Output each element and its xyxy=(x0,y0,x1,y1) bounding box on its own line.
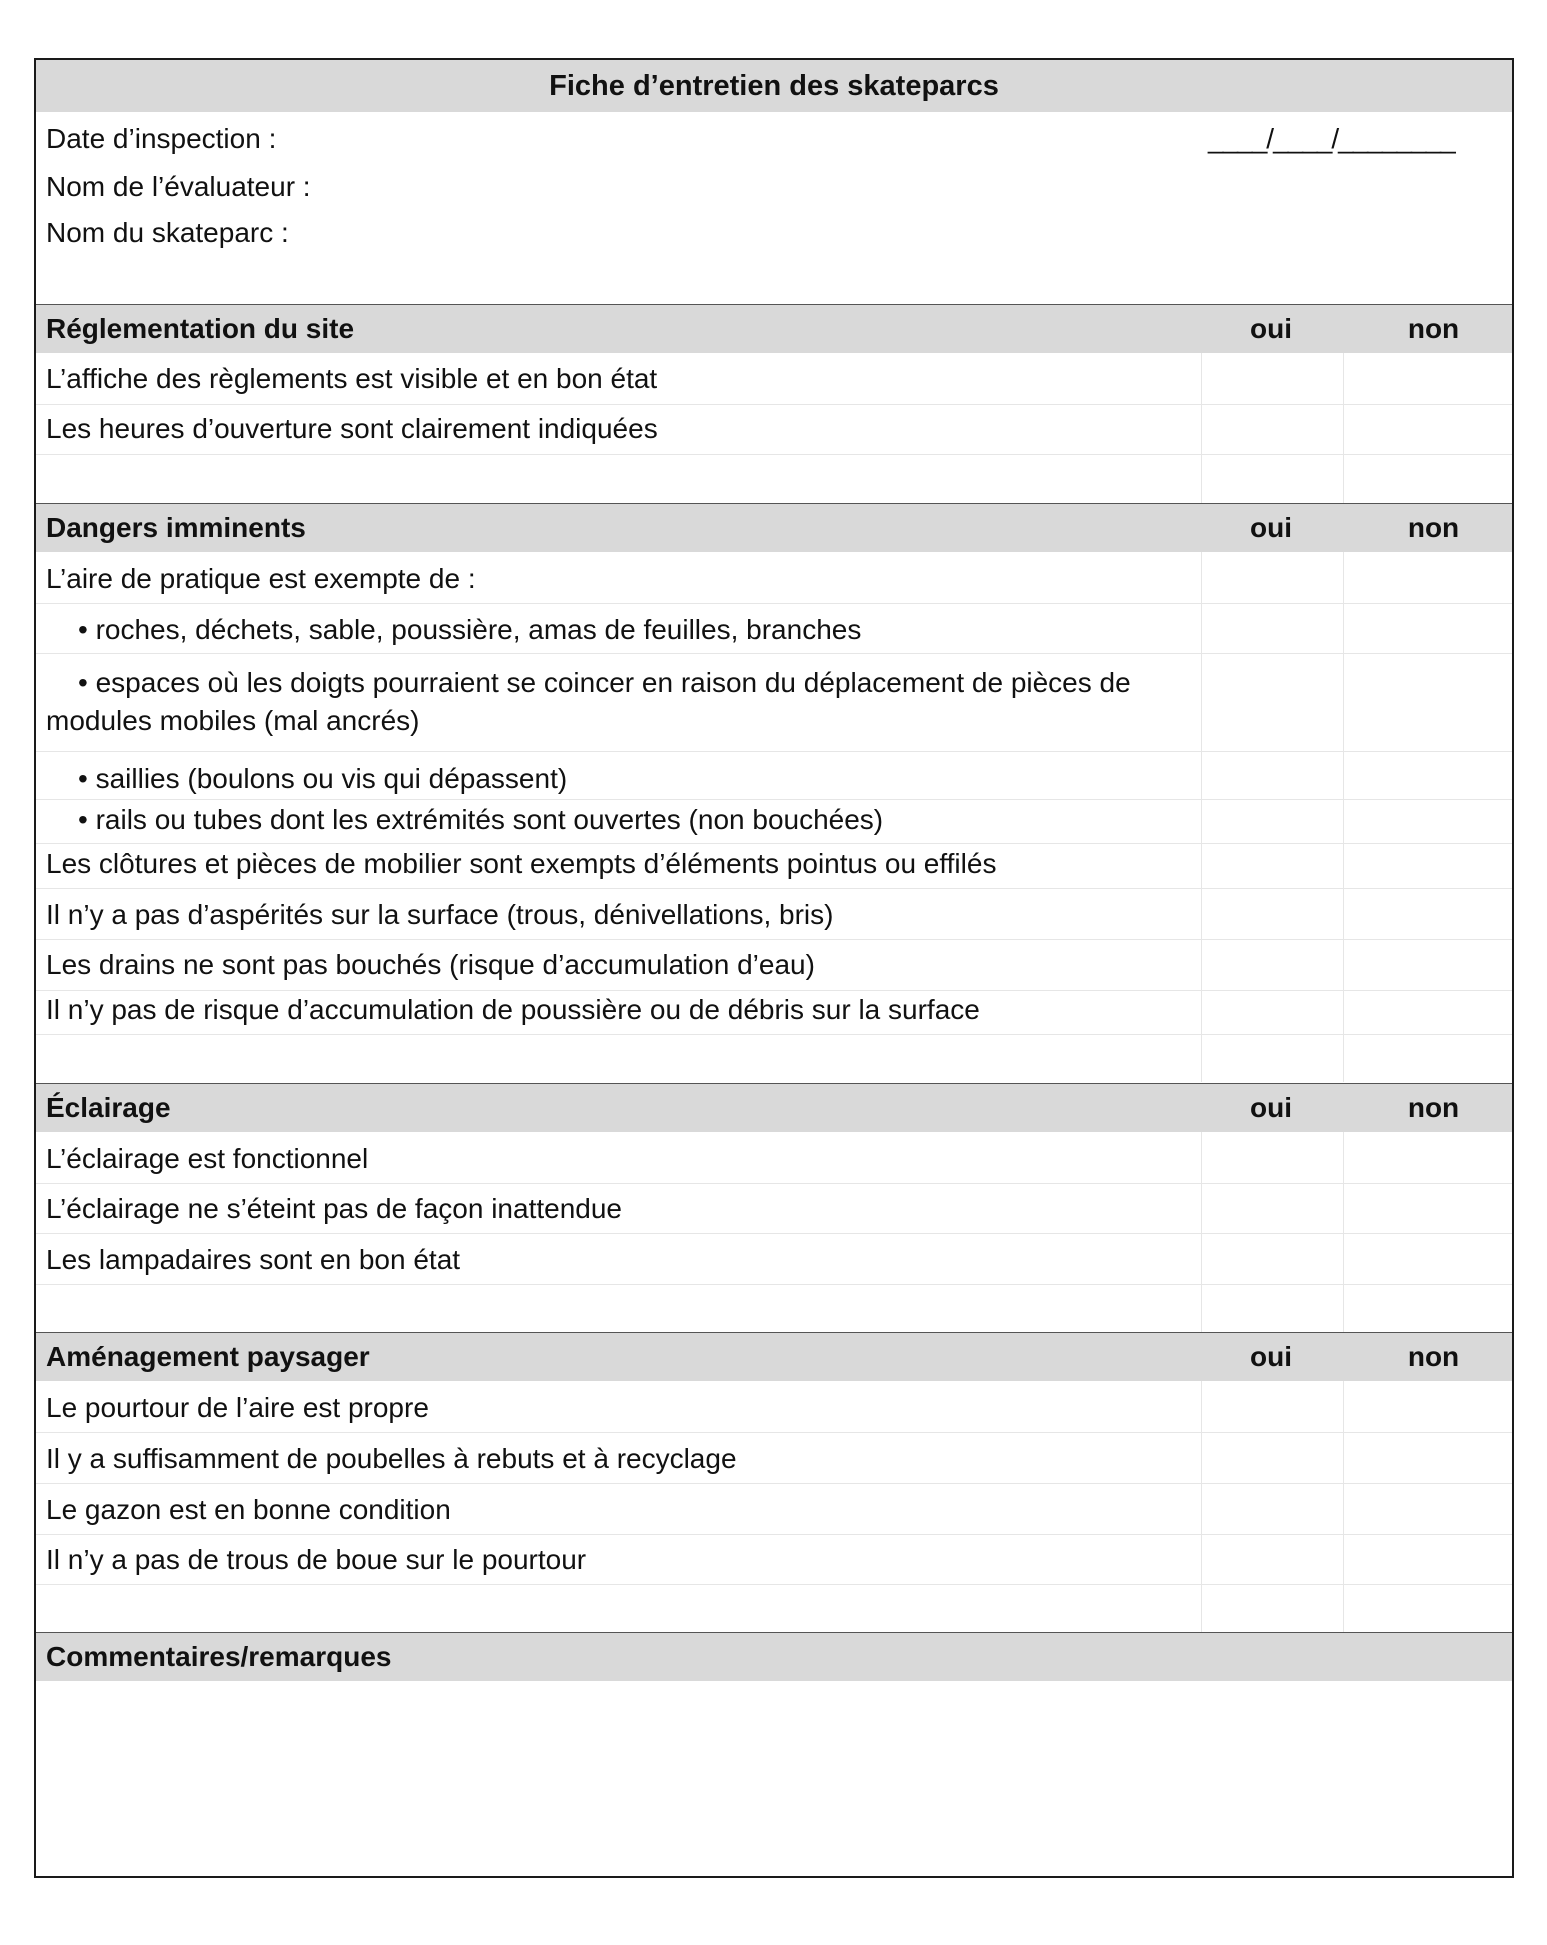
row-separator xyxy=(36,939,1512,940)
form-title: Fiche d’entretien des skateparcs xyxy=(549,70,999,102)
row-separator xyxy=(36,603,1512,604)
row-separator xyxy=(36,454,1512,455)
column-oui: oui xyxy=(1250,313,1292,344)
column-rule xyxy=(1343,552,1344,1082)
checklist-item: Les heures d’ouverture sont clairement indiquées xyxy=(46,413,658,444)
row-separator xyxy=(36,751,1512,752)
row-separator xyxy=(36,1233,1512,1234)
evaluator-label: Nom de l’évaluateur : xyxy=(46,171,311,202)
section-header-eclairage: Éclairage xyxy=(46,1092,171,1123)
checklist-item: Il n’y a pas de trous de boue sur le pourtour xyxy=(46,1544,587,1575)
checklist-item: L’éclairage est fonctionnel xyxy=(46,1143,369,1174)
section-header-commentaires: Commentaires/remarques xyxy=(46,1641,392,1672)
column-oui: oui xyxy=(1250,512,1292,543)
column-oui: oui xyxy=(1250,1341,1292,1372)
checklist-item: Le gazon est en bonne condition xyxy=(46,1494,451,1525)
checklist-subitem: • espaces où les doigts pourraient se coincer en raison du déplacement de pièces de modules mobiles (mal ancrés) xyxy=(46,667,1131,736)
checklist-item: Les clôtures et pièces de mobilier sont exempts d’éléments pointus ou effilés xyxy=(46,848,997,879)
column-rule xyxy=(1343,353,1344,503)
row-separator xyxy=(36,1483,1512,1484)
row-separator xyxy=(36,843,1512,844)
row-separator xyxy=(36,888,1512,889)
checklist-item: L’aire de pratique est exempte de : xyxy=(46,563,476,594)
date-field[interactable]: ____/____/________ xyxy=(1208,123,1455,154)
section-header-reglementation: Réglementation du site xyxy=(46,313,355,344)
row-separator xyxy=(36,1183,1512,1184)
column-non: non xyxy=(1407,512,1460,543)
column-rule xyxy=(1201,353,1202,503)
park-name-label: Nom du skateparc : xyxy=(46,217,289,248)
checklist-item: Il n’y a pas d’aspérités sur la surface (trous, dénivellations, bris) xyxy=(46,899,834,930)
row-separator xyxy=(36,1534,1512,1535)
row-separator xyxy=(36,1284,1512,1285)
checklist-subitem: • rails ou tubes dont les extrémités sont ouvertes (non bouchées) xyxy=(78,804,884,835)
column-non: non xyxy=(1407,313,1460,344)
column-rule xyxy=(1343,1381,1344,1632)
row-separator xyxy=(36,990,1512,991)
section-header-dangers: Dangers imminents xyxy=(46,512,306,543)
checklist-item: L’affiche des règlements est visible et en bon état xyxy=(46,363,658,394)
column-rule xyxy=(1201,1132,1202,1332)
row-separator xyxy=(36,799,1512,800)
inspection-form xyxy=(34,58,1514,1878)
date-label: Date d’inspection : xyxy=(46,123,277,154)
checklist-item: Le pourtour de l’aire est propre xyxy=(46,1392,429,1423)
checklist-item: Il y a suffisamment de poubelles à rebuts et à recyclage xyxy=(46,1443,737,1474)
comments-area[interactable] xyxy=(36,1681,1512,1876)
checklist-item: Les lampadaires sont en bon état xyxy=(46,1244,461,1275)
row-separator xyxy=(36,1034,1512,1035)
checklist-subitem: • saillies (boulons ou vis qui dépassent) xyxy=(78,763,568,794)
column-non: non xyxy=(1407,1092,1460,1123)
checklist-item: Il n’y pas de risque d’accumulation de poussière ou de débris sur la surface xyxy=(46,994,980,1025)
checklist-item: Les drains ne sont pas bouchés (risque d’accumulation d’eau) xyxy=(46,949,815,980)
checklist-subitem: • roches, déchets, sable, poussière, amas de feuilles, branches xyxy=(78,614,862,645)
row-separator xyxy=(36,1584,1512,1585)
column-oui: oui xyxy=(1250,1092,1292,1123)
section-header-amenagement: Aménagement paysager xyxy=(46,1341,370,1372)
row-separator xyxy=(36,653,1512,654)
column-rule xyxy=(1201,552,1202,1082)
row-separator xyxy=(36,1432,1512,1433)
row-separator xyxy=(36,404,1512,405)
column-non: non xyxy=(1407,1341,1460,1372)
column-rule xyxy=(1343,1132,1344,1332)
column-rule xyxy=(1201,1381,1202,1632)
checklist-item: L’éclairage ne s’éteint pas de façon inattendue xyxy=(46,1193,622,1224)
